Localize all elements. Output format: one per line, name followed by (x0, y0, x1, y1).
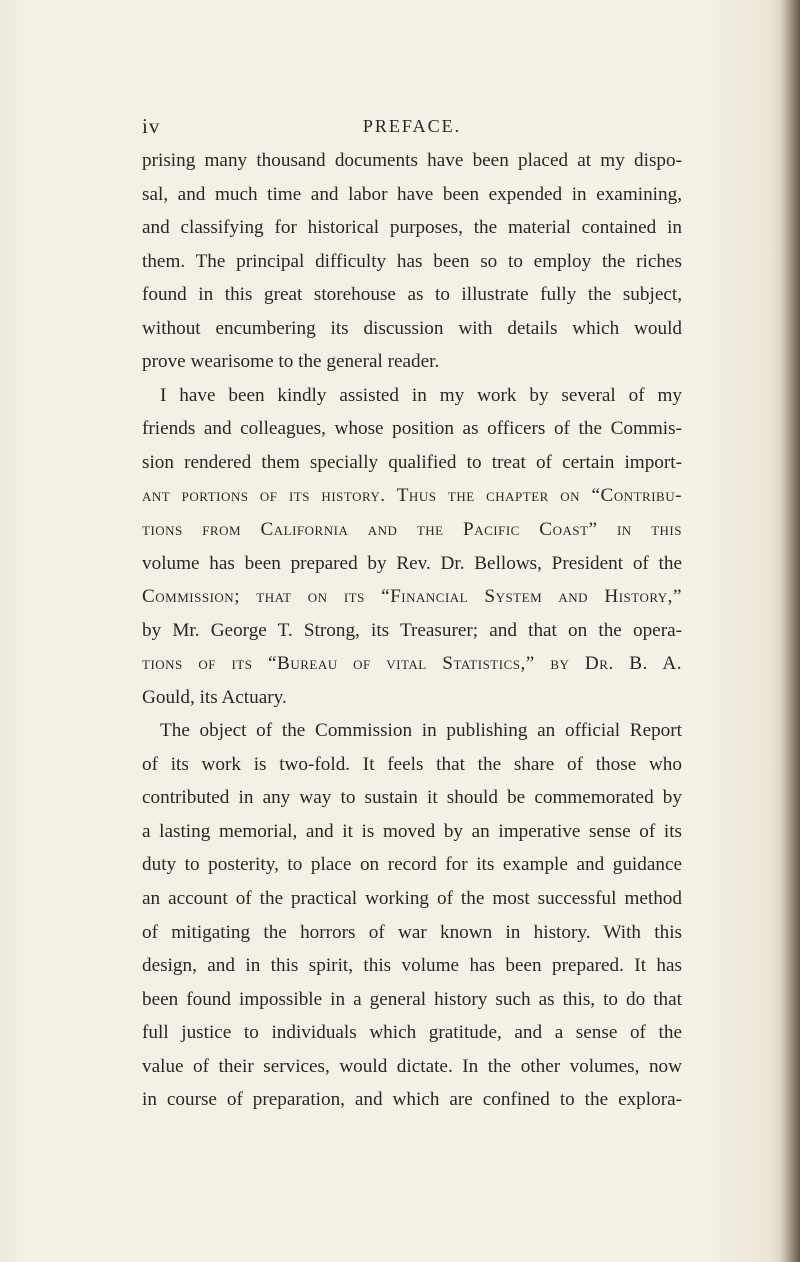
text-line: been found impossible in a general history such as this, to do that (142, 988, 682, 1010)
page-title: PREFACE. (362, 116, 462, 136)
text-line: a lasting memorial, and it is moved by an imperative sense of its (142, 820, 682, 842)
text-line: tions from California and the Pacific Coast” in this (142, 519, 682, 541)
text-line: found in this great storehouse as to illustrate fully the subject, (142, 284, 682, 306)
text-line: them. The principal difficulty has been so to employ the riches (142, 250, 682, 272)
text-line: by Mr. George T. Strong, its Treasurer; and that on the opera- (142, 619, 682, 641)
text-line: sion rendered them specially qualified to treat of certain import- (142, 451, 682, 473)
page-binding-shadow (780, 0, 800, 1262)
text-line-paragraph-end: Gould, its Actuary. (142, 686, 287, 708)
text-line: prising many thousand documents have been placed at my dispo- (142, 150, 682, 171)
text-line: of mitigating the horrors of war known in history. With this (142, 921, 682, 943)
text-line: without encumbering its discussion with details which would (142, 317, 682, 339)
text-line: ant portions of its history. Thus the chapter on “Contribu- (142, 485, 682, 507)
text-line: design, and in this spirit, this volume has been prepared. It has (142, 955, 682, 977)
text-line: friends and colleagues, whose position as officers of the Commis- (142, 418, 682, 440)
text-line-paragraph-start: The object of the Commission in publishing an official Report (160, 720, 682, 742)
text-line: full justice to individuals which gratitude, and a sense of the (142, 1022, 682, 1044)
text-line: value of their services, would dictate. In the other volumes, now (142, 1055, 682, 1077)
text-line: tions of its “Bureau of vital Statistics,” by Dr. B. A. (142, 653, 682, 675)
page-number: iv (142, 114, 161, 138)
text-line: an account of the practical working of the most successful method (142, 888, 682, 910)
text-line: contributed in any way to sustain it should be commemorated by (142, 787, 682, 809)
text-line: and classifying for historical purposes, the material contained in (142, 217, 682, 239)
text-line: Commission; that on its “Financial System and History,” (142, 586, 682, 608)
text-line: volume has been prepared by Rev. Dr. Bellows, President of the (142, 552, 682, 574)
text-line-paragraph-end: prove wearisome to the general reader. (142, 351, 440, 373)
running-head (142, 114, 682, 144)
text-line: in course of preparation, and which are confined to the explora- (142, 1089, 682, 1111)
text-line-paragraph-start: I have been kindly assisted in my work by several of my (160, 384, 682, 406)
body-text (142, 144, 682, 1117)
text-line: duty to posterity, to place on record for its example and guidance (142, 854, 682, 876)
text-line: of its work is two-fold. It feels that the share of those who (142, 753, 682, 775)
text-line: sal, and much time and labor have been expended in examining, (142, 183, 682, 205)
